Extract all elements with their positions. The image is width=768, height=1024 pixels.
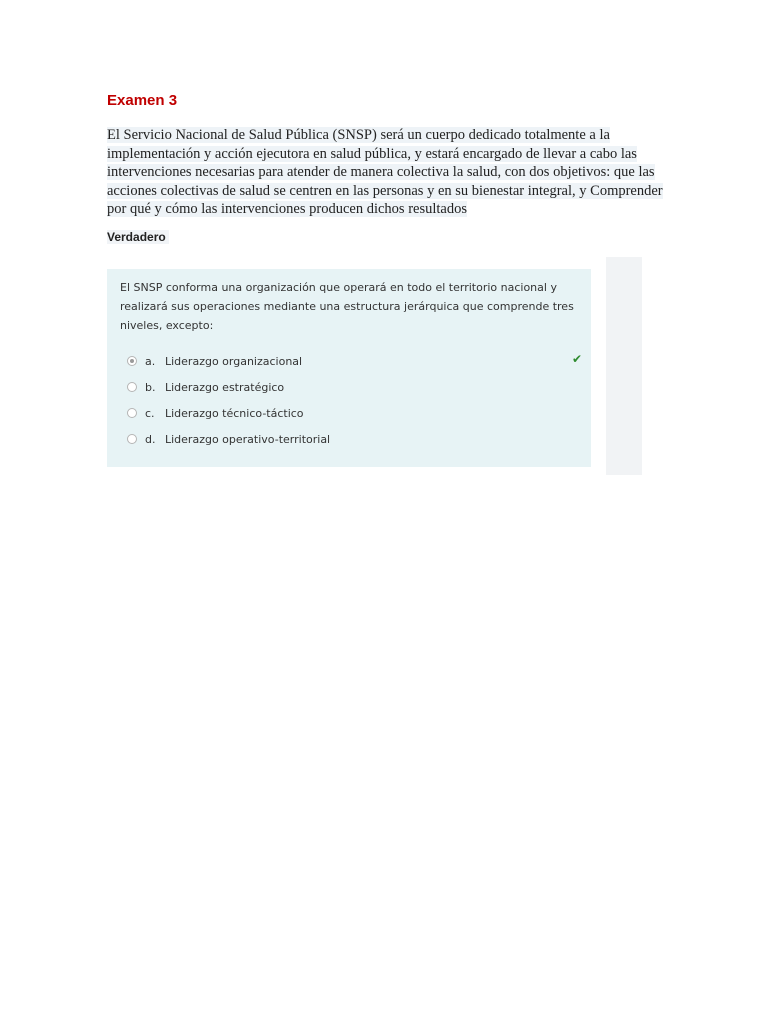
option-label: Liderazgo técnico-táctico bbox=[165, 406, 304, 420]
radio-icon[interactable] bbox=[127, 382, 137, 392]
check-icon: ✔ bbox=[571, 352, 582, 366]
question-card bbox=[107, 269, 591, 467]
option-letter: c. bbox=[145, 406, 155, 420]
option-label: Liderazgo organizacional bbox=[165, 354, 303, 368]
radio-selected-icon[interactable] bbox=[127, 356, 137, 366]
option-b[interactable] bbox=[127, 374, 582, 400]
radio-icon[interactable] bbox=[127, 434, 137, 444]
option-letter: b. bbox=[145, 380, 156, 394]
statement-highlight: El Servicio Nacional de Salud Pública (SNSP) será un cuerpo dedicado totalmente a la implementación y acción ejecutora en salud pública, y estará encargado de llevar a cabo las intervenciones necesarias para atender de manera colectiva la salud, con dos objetivos: que las acciones colectivas de salud se centren en las personas y en su bienestar integral, y Comprender por qué y cómo las intervenciones producen dichos resultados bbox=[107, 127, 663, 217]
option-label: Liderazgo operativo-territorial bbox=[165, 432, 331, 446]
option-label: Liderazgo estratégico bbox=[165, 380, 285, 394]
radio-icon[interactable] bbox=[127, 408, 137, 418]
answer-text: Verdadero bbox=[107, 230, 169, 244]
option-a[interactable] bbox=[127, 348, 582, 374]
statement-text bbox=[107, 126, 667, 219]
option-c[interactable] bbox=[127, 400, 582, 426]
option-letter: d. bbox=[145, 432, 156, 446]
option-d[interactable] bbox=[127, 426, 582, 452]
options-list bbox=[127, 348, 582, 452]
option-letter: a. bbox=[145, 354, 156, 368]
question-text: El SNSP conforma una organización que operará en todo el territorio nacional y realizará sus operaciones mediante una estructura jerárquica que comprende tres niveles, excepto: bbox=[120, 281, 574, 332]
side-panel bbox=[606, 257, 642, 475]
page-title: Examen 3 bbox=[107, 92, 178, 109]
